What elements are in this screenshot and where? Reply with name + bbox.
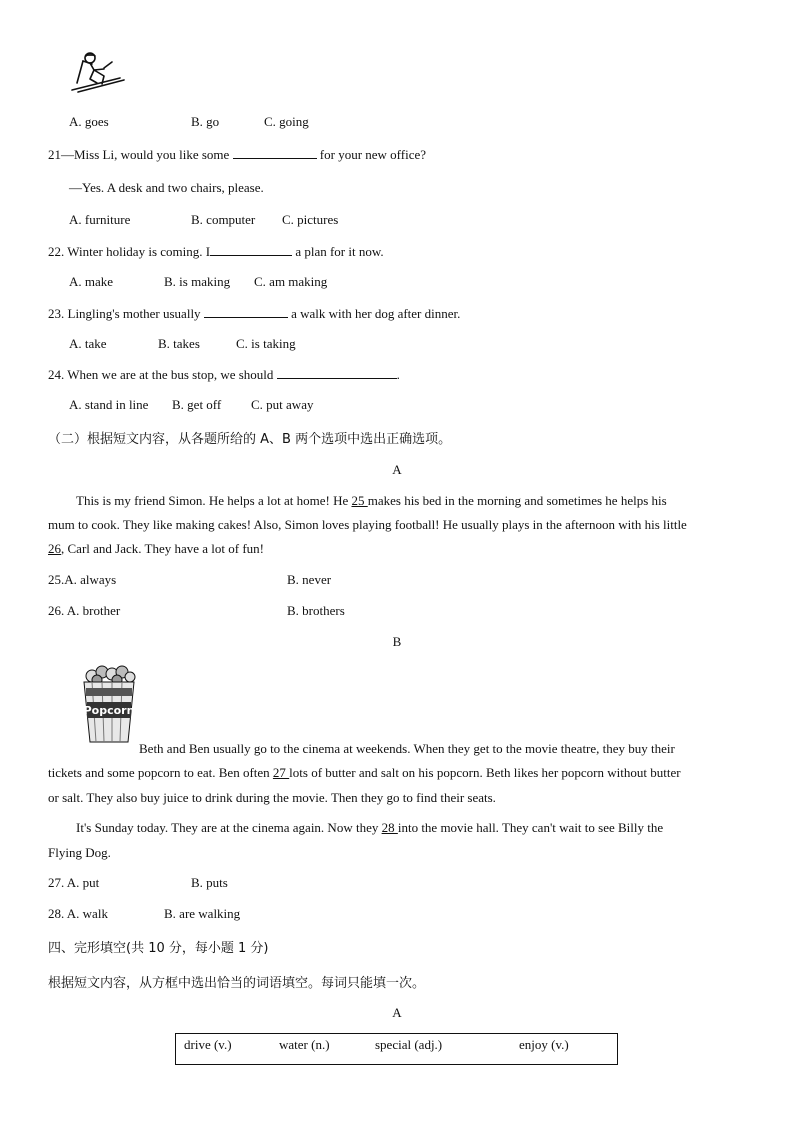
- popcorn-bucket-icon: [78, 664, 140, 744]
- passage-b-line1: Beth and Ben usually go to the cinema at weekends. When they get to the movie theatre, they buy their: [139, 741, 675, 756]
- q27-option-b: B. puts: [191, 875, 228, 890]
- passage-a-line2: mum to cook. They like making cakes! Also, Simon loves playing football! He usually plays in the afternoon with his little: [48, 517, 687, 532]
- q21-option-a: A. furniture: [69, 212, 131, 227]
- q21-stem: [48, 146, 426, 163]
- passage-b-line3: or salt. They also buy juice to drink during the movie. Then they go to find their seats.: [48, 790, 496, 805]
- q21-stem-post: for your new office?: [319, 147, 427, 162]
- q24-option-b: B. get off: [172, 397, 222, 412]
- q23-option-b: B. takes: [158, 336, 200, 351]
- section4-label: A: [392, 1005, 402, 1020]
- passage-b-line5: Flying Dog.: [48, 845, 111, 860]
- passage-a-line1: [76, 493, 667, 509]
- q21-option-b: B. computer: [191, 212, 256, 227]
- word-box: [175, 1033, 618, 1065]
- skier-icon: [68, 50, 126, 94]
- blank-27: 27: [272, 765, 290, 780]
- q21-reply: —Yes. A desk and two chairs, please.: [69, 180, 264, 195]
- q23-stem-post: a walk with her dog after dinner.: [291, 306, 461, 321]
- q22-option-c: C. am making: [254, 274, 328, 289]
- q26-option-b: B. brothers: [287, 603, 345, 618]
- q24-option-c: C. put away: [251, 397, 314, 412]
- q20-option-c: C. going: [264, 114, 309, 129]
- q24-option-a: A. stand in line: [69, 397, 149, 412]
- q21-stem-pre: 21—Miss Li, would you like some: [48, 147, 230, 162]
- q22-option-b: B. is making: [164, 274, 231, 289]
- passage-a-line3-post: , Carl and Jack. They have a lot of fun!: [61, 541, 264, 556]
- q25-option-b: B. never: [287, 572, 332, 587]
- q24-stem: [48, 366, 400, 383]
- section4-heading: 四、完形填空(共 10 分，每小题 1 分): [48, 941, 269, 956]
- word-water: water (n.): [279, 1037, 330, 1052]
- passage-b-line4-post: into the movie hall. They can't wait to see Billy the: [397, 820, 664, 835]
- q24-blank: [277, 366, 397, 379]
- q22-option-a: A. make: [69, 274, 114, 289]
- q28-option-b: B. are walking: [164, 906, 241, 921]
- passage-b-line4: [76, 820, 663, 836]
- q22-stem: [48, 243, 384, 260]
- blank-25: 25: [351, 493, 368, 508]
- q23-stem: [48, 305, 460, 322]
- q21-blank: [233, 146, 317, 159]
- q23-stem-pre: 23. Lingling's mother usually: [48, 306, 201, 321]
- word-drive: drive (v.): [184, 1037, 232, 1052]
- q22-stem-pre: 22. Winter holiday is coming. I: [48, 244, 211, 259]
- section4-instruction: 根据短文内容，从方框中选出恰当的词语填空。每词只能填一次。: [48, 976, 426, 991]
- blank-28: 28: [381, 820, 398, 835]
- popcorn-label: Popcorn: [83, 704, 135, 717]
- q27-option-a: 27. A. put: [48, 875, 100, 890]
- q24-stem-post: .: [396, 367, 400, 382]
- q23-option-a: A. take: [69, 336, 107, 351]
- q25-option-a: 25.A. always: [48, 572, 117, 587]
- q24-stem-pre: 24. When we are at the bus stop, we should: [48, 367, 274, 382]
- passage-a-line1-pre: This is my friend Simon. He helps a lot at home! He: [76, 493, 349, 508]
- q22-blank: [210, 243, 292, 256]
- section2-heading: （二）根据短文内容，从各题所给的 A、B 两个选项中选出正确选项。: [48, 432, 452, 447]
- passage-b-label: B: [392, 634, 402, 649]
- word-special: special (adj.): [375, 1037, 443, 1052]
- q21-option-c: C. pictures: [282, 212, 339, 227]
- passage-b-line2-pre: tickets and some popcorn to eat. Ben often: [48, 765, 270, 780]
- q20-option-a: A. goes: [69, 114, 109, 129]
- q23-blank: [204, 305, 288, 318]
- blank-26: 26: [48, 541, 61, 556]
- q28-option-a: 28. A. walk: [48, 906, 108, 921]
- passage-b-line2-post: lots of butter and salt on his popcorn. Beth likes her popcorn without butter: [289, 765, 681, 780]
- q22-stem-post: a plan for it now.: [295, 244, 384, 259]
- q23-option-c: C. is taking: [236, 336, 296, 351]
- passage-b-line4-pre: It's Sunday today. They are at the cinema again. Now they: [76, 820, 379, 835]
- passage-a-label: A: [392, 462, 402, 477]
- q20-option-b: B. go: [191, 114, 220, 129]
- passage-a-line3: [48, 541, 264, 557]
- passage-b-line2: [48, 765, 681, 781]
- passage-a-line1-post: makes his bed in the morning and sometimes he helps his: [367, 493, 667, 508]
- word-enjoy: enjoy (v.): [519, 1037, 569, 1052]
- q26-option-a: 26. A. brother: [48, 603, 121, 618]
